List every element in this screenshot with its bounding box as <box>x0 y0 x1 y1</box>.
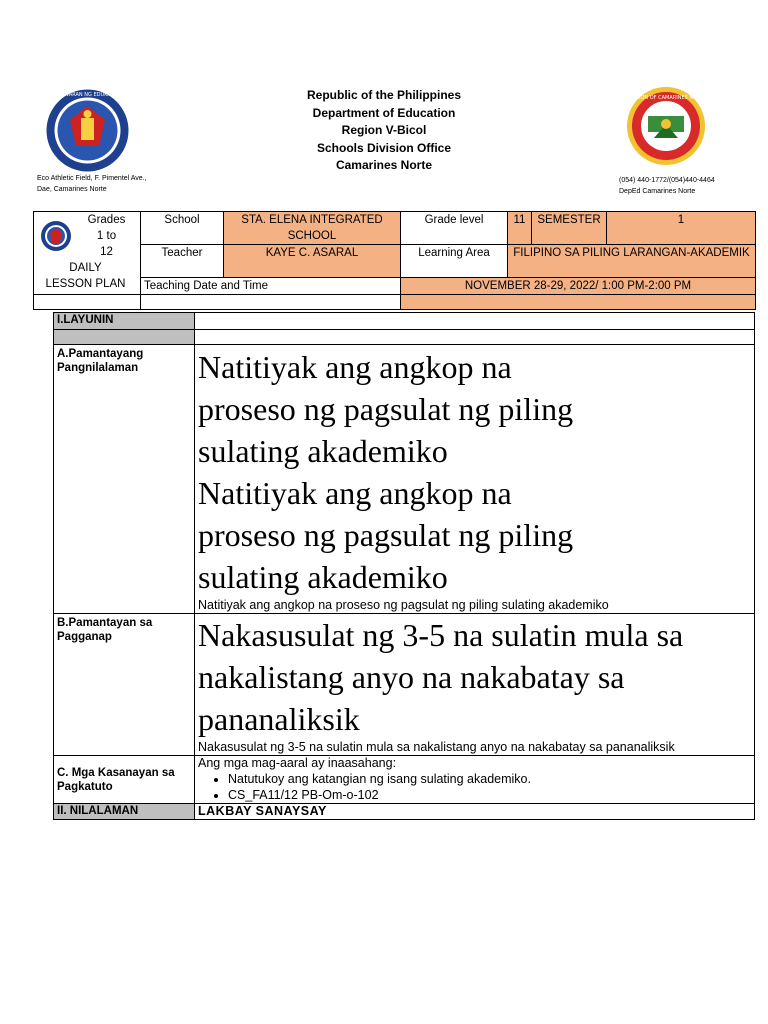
letterhead-line: Region V-Bicol <box>341 123 427 137</box>
nilalaman-value: LAKBAY SANAYSAY <box>195 804 755 820</box>
teaching-date-label: Teaching Date and Time <box>141 278 401 295</box>
empty-cell <box>54 330 195 345</box>
letterhead-line: Camarines Norte <box>335 158 433 172</box>
contact-right <box>619 175 715 197</box>
semester-label: SEMESTER <box>532 212 607 245</box>
deped-seal-logo <box>45 88 130 173</box>
right-seal-text: DIVISION OF CAMARINES NORTE <box>626 95 706 101</box>
address-left <box>37 173 147 195</box>
pamantayan-sa-pagganap-label: B.Pamantayan sa Pagganap <box>54 614 195 756</box>
teacher-value: KAYE C. ASARAL <box>224 245 401 278</box>
learning-area-label: Learning Area <box>401 245 508 278</box>
empty-cell <box>195 330 755 345</box>
learning-area-value: FILIPINO SA PILING LARANGAN-AKADEMIK <box>508 245 756 278</box>
pamantayang-pangnilalaman-label: A.Pamantayang Pangnilalaman <box>54 345 195 614</box>
contact-line: (054) 440-1772/(054)440-4464 <box>619 177 715 184</box>
layunin-label: I.LAYUNIN <box>54 313 195 330</box>
content-standard-large: Natitiyak ang angkop na proseso ng pagsulat ng piling sulating akademiko <box>198 349 574 469</box>
left-seal-text: KAGAWARAN NG EDUKASYON <box>50 92 125 98</box>
list-item: • CS_FA11/12 PB-Om-o-102 <box>228 787 751 803</box>
lesson-plan-table <box>53 312 755 820</box>
grades-text: LESSON PLAN <box>45 278 126 290</box>
contact-line: DepEd Camarines Norte <box>619 188 696 195</box>
empty-cell <box>34 295 141 310</box>
letterhead-line: Schools Division Office <box>316 140 452 155</box>
address-line: Dae, Camarines Norte <box>37 186 107 193</box>
address-line: Eco Athletic Field, F. Pimentel Ave., <box>37 175 147 182</box>
content-standard-large: Natitiyak ang angkop na proseso ng pagsulat ng piling sulating akademiko <box>198 475 574 595</box>
kasanayan-list <box>198 771 751 803</box>
content-standard-text: Natitiyak ang angkop na proseso ng pagsulat ng piling sulating akademiko <box>198 598 609 612</box>
grades-text: DAILY <box>69 262 102 274</box>
teacher-label: Teacher <box>141 245 224 278</box>
grades-text: Grades <box>87 214 126 226</box>
kasanayan-label: C. Mga Kasanayan sa Pagkatuto <box>54 756 195 804</box>
deped-small-seal-icon <box>40 220 72 252</box>
teaching-date-value: NOVEMBER 28-29, 2022/ 1:00 PM-2:00 PM <box>401 278 756 295</box>
performance-standard-large: Nakasusulat ng 3-5 na sulatin mula sa nakalistang anyo na nakabatay sa pananaliksik <box>198 617 684 737</box>
performance-standard-text: Nakasusulat ng 3-5 na sulatin mula sa nakalistang anyo na nakabatay sa pananaliksik <box>198 740 675 754</box>
division-seal-logo <box>626 86 706 166</box>
letterhead-line: Republic of the Philippines <box>306 88 461 102</box>
grade-level-label: Grade level <box>401 212 508 245</box>
empty-cell <box>141 295 401 310</box>
semester-value: 1 <box>607 212 756 245</box>
empty-cell <box>401 295 756 310</box>
nilalaman-label: II. NILALAMAN <box>54 804 195 820</box>
grades-cell <box>34 212 141 295</box>
grades-text: 12 <box>100 246 113 258</box>
school-label: School <box>141 212 224 245</box>
kasanayan-intro: Ang mga mag-aaral ay inaasahang: <box>198 756 397 770</box>
empty-cell <box>195 313 755 330</box>
list-item: • Natutukoy ang katangian ng isang sulating akademiko. <box>228 771 751 787</box>
letterhead-line: Department of Education <box>312 105 456 120</box>
letterhead <box>200 87 568 175</box>
school-value: STA. ELENA INTEGRATED SCHOOL <box>224 212 401 245</box>
grade-level-value: 11 <box>508 212 532 245</box>
lesson-info-table <box>33 211 756 310</box>
grades-text: 1 to <box>96 230 117 242</box>
